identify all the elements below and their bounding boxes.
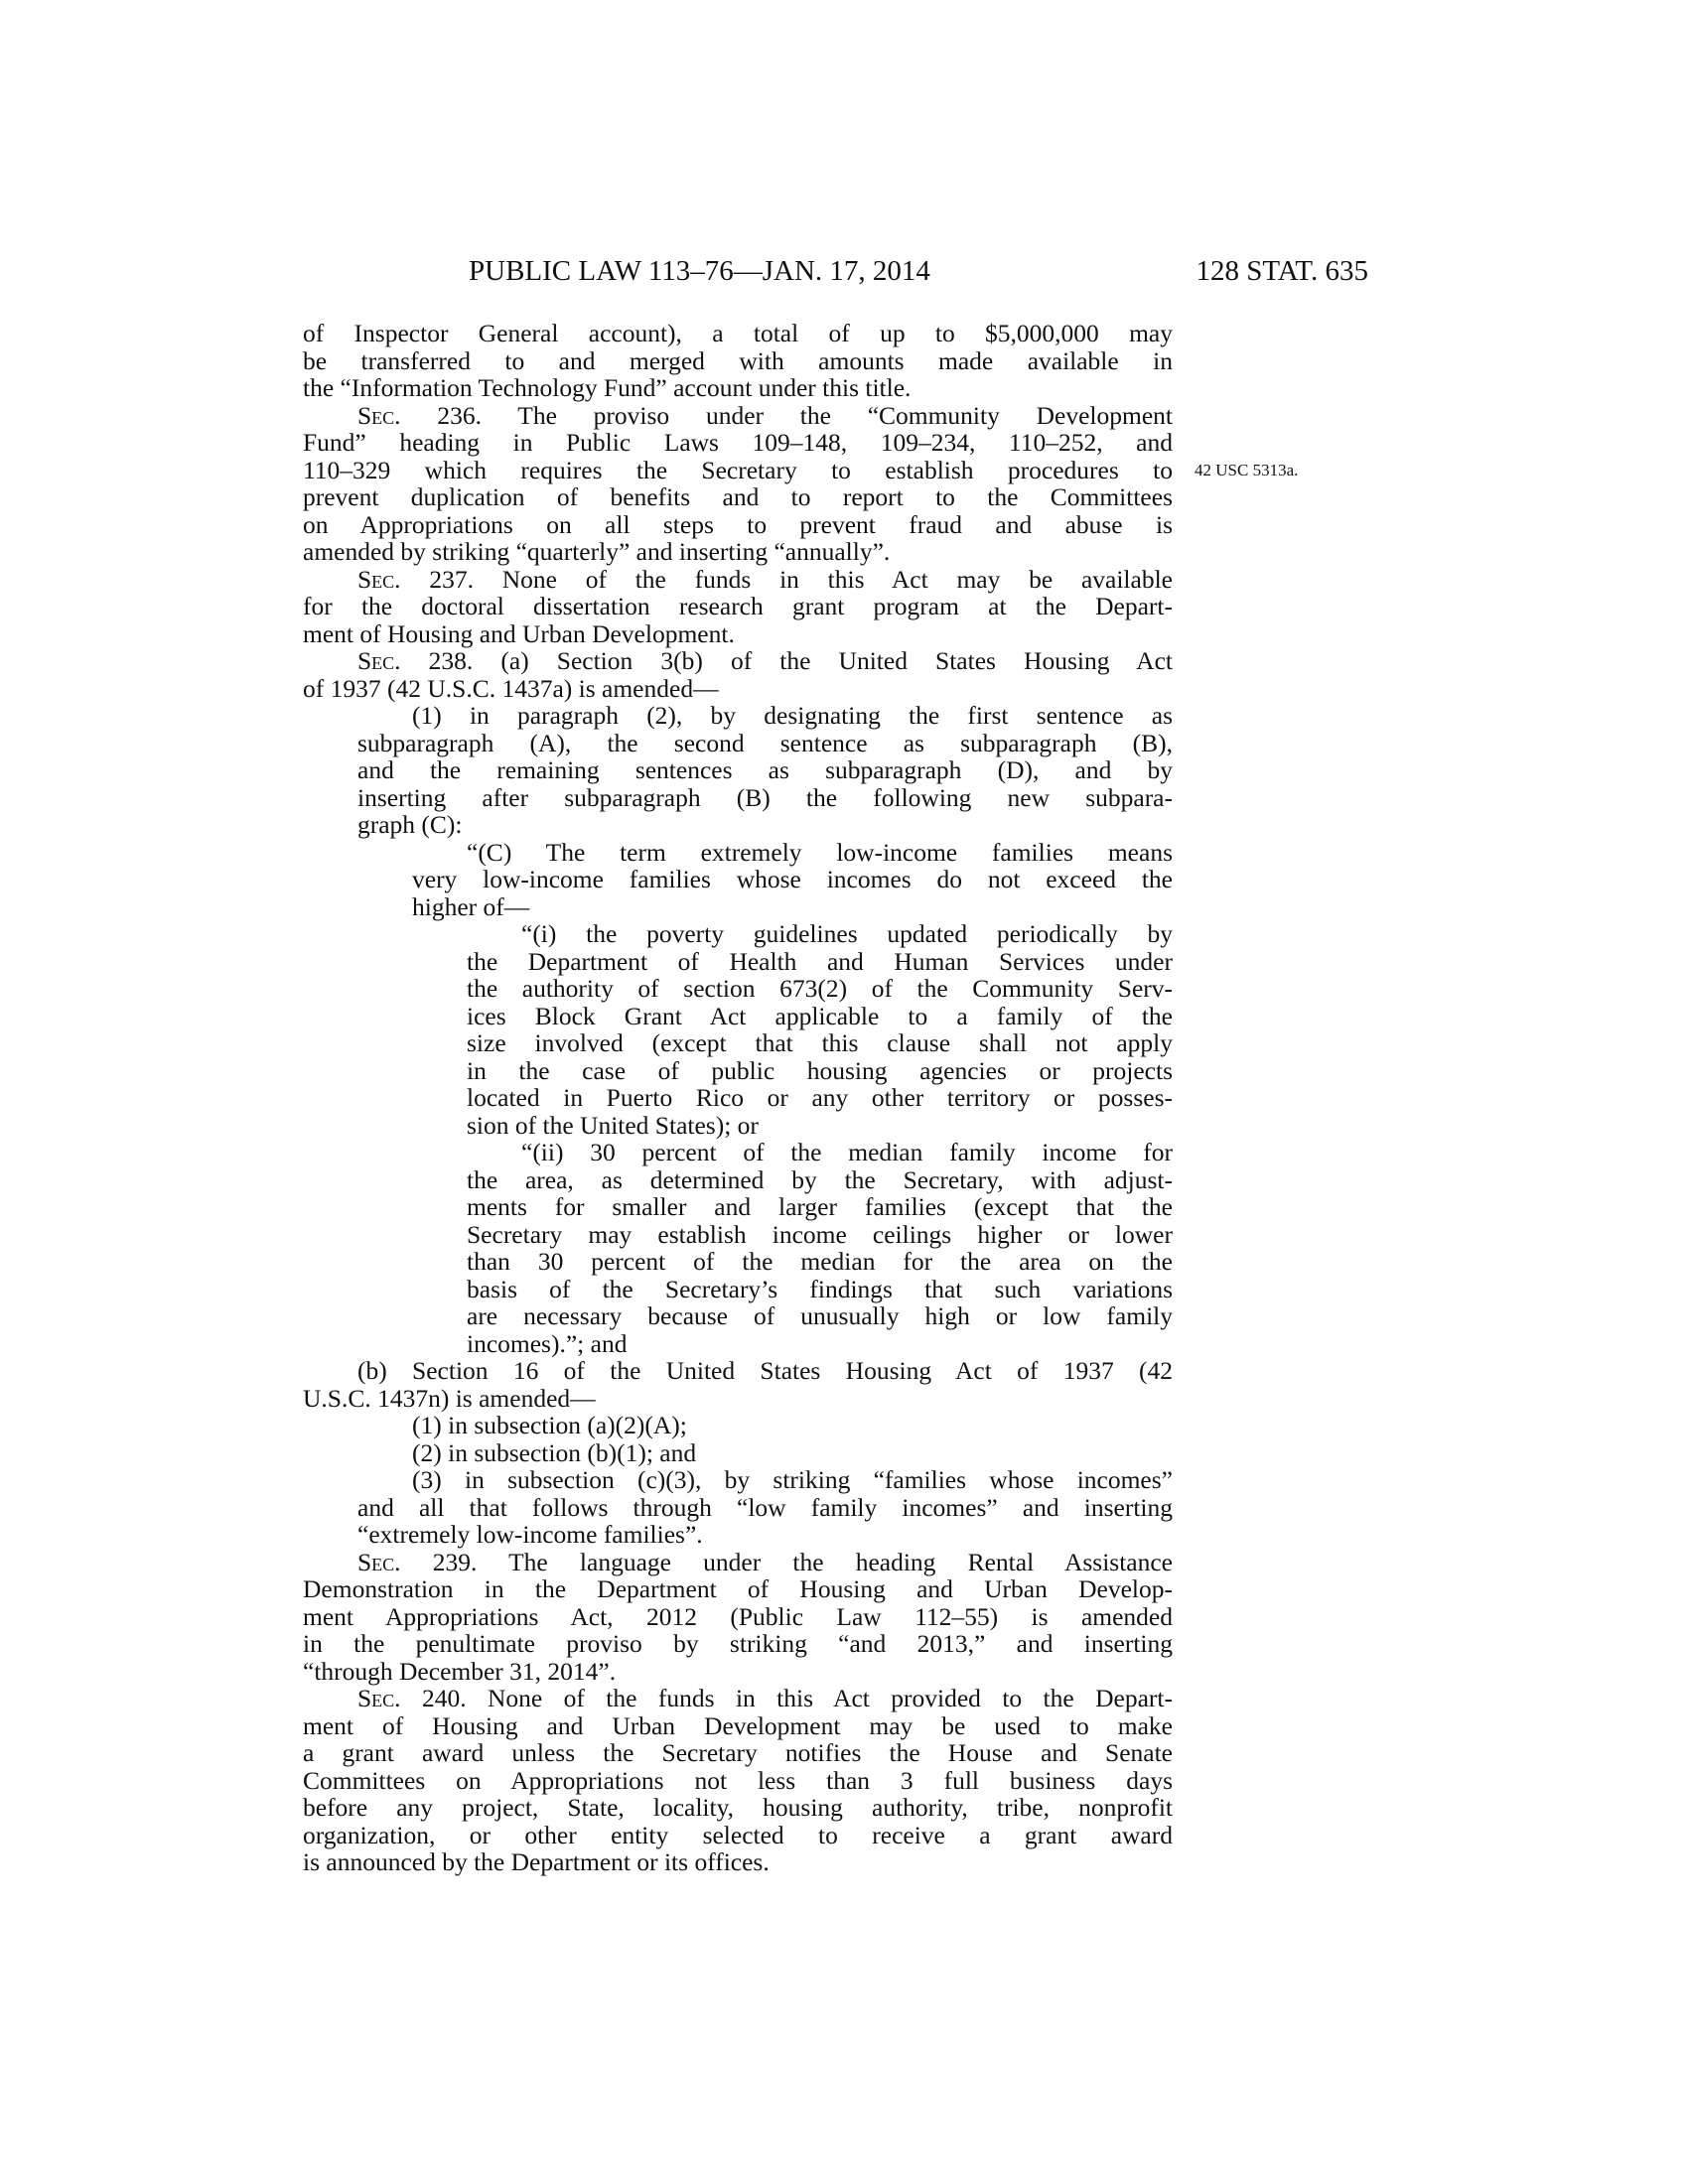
text-line	[467, 1003, 1173, 1030]
line-text: 236. The proviso under the “Community Development	[400, 400, 1173, 430]
line-text: “extremely low-income families”.	[357, 1520, 703, 1549]
line-text: “(ii) 30 percent of the median family income for	[521, 1138, 1173, 1166]
running-header-title: PUBLIC LAW 113–76—JAN. 17, 2014	[469, 255, 930, 287]
line-text: Fund” heading in Public Laws 109–148, 109–234, 110–252, and	[303, 428, 1173, 457]
text-line	[303, 511, 1173, 539]
text-line	[467, 1248, 1173, 1276]
text-line	[303, 374, 1173, 402]
margin-citation-note: 42 USC 5313a.	[1195, 460, 1299, 479]
line-text: incomes).”; and	[467, 1328, 628, 1358]
line-text: ment Appropriations Act, 2012 (Public Law 112–55) is amended	[303, 1601, 1173, 1631]
line-text: in the case of public housing agencies or projects	[467, 1055, 1173, 1085]
line-text: of Inspector General account), a total of up to $5,000,000 may	[303, 319, 1173, 347]
line-text: ment of Housing and Urban Development.	[303, 618, 735, 648]
text-line	[357, 402, 1173, 430]
text-line	[357, 647, 1173, 675]
line-text: located in Puerto Rico or any other territory or posses-	[467, 1083, 1173, 1112]
text-line	[412, 1439, 1173, 1467]
text-line	[357, 1685, 1173, 1712]
text-line	[357, 756, 1173, 784]
line-text: U.S.C. 1437n) is amended—	[303, 1383, 596, 1413]
line-text: basis of the Secretary’s findings that such variations	[467, 1274, 1173, 1303]
line-text: very low-income families whose incomes do not exceed the	[412, 865, 1173, 893]
line-text: (2) in subsection (b)(1); and	[412, 1437, 697, 1467]
line-text: is announced by the Department or its offices.	[303, 1847, 770, 1876]
line-text: (3) in subsection (c)(3), by striking “families whose incomes”	[412, 1465, 1173, 1494]
text-line	[357, 811, 1173, 839]
text-line	[521, 1139, 1173, 1166]
text-line	[303, 1385, 1173, 1413]
line-text: (1) in paragraph (2), by designating the first sentence as	[412, 701, 1173, 730]
text-line	[303, 347, 1173, 375]
text-line	[357, 1521, 1173, 1549]
text-line	[467, 975, 1173, 1003]
text-line	[521, 920, 1173, 948]
text-line	[467, 1221, 1173, 1249]
line-text: 110–329 which requires the Secretary to establish procedures to	[303, 455, 1173, 484]
text-line	[303, 1603, 1173, 1631]
line-text: 237. None of the funds in this Act may be available	[400, 564, 1173, 594]
text-line	[467, 1057, 1173, 1085]
line-text: prevent duplication of benefits and to report to the Committees	[303, 482, 1173, 511]
text-line	[303, 620, 1173, 648]
line-text: ment of Housing and Urban Development may be used to make	[303, 1710, 1173, 1740]
text-line	[303, 1767, 1173, 1795]
line-text: sion of the United States); or	[467, 1110, 759, 1140]
line-text: Demonstration in the Department of Housing and Urban Develop-	[303, 1574, 1173, 1603]
line-text: subparagraph (A), the second sentence as subparagraph (B),	[357, 728, 1173, 757]
text-line	[467, 1193, 1173, 1221]
section-label: Sec.	[357, 646, 401, 675]
section-label: Sec.	[357, 564, 401, 594]
text-line	[303, 320, 1173, 347]
line-text: Secretary may establish income ceilings higher or lower	[467, 1219, 1173, 1249]
line-text: of 1937 (42 U.S.C. 1437a) is amended—	[303, 673, 719, 703]
line-text: amended by striking “quarterly” and inserting “annually”.	[303, 537, 891, 566]
text-line	[357, 1549, 1173, 1576]
text-line	[467, 1276, 1173, 1303]
text-line	[303, 1575, 1173, 1603]
line-text: ments for smaller and larger families (except that the	[467, 1192, 1173, 1221]
line-text: (1) in subsection (a)(2)(A);	[412, 1411, 687, 1439]
line-text: 240. None of the funds in this Act provided to the Depart-	[400, 1684, 1173, 1712]
text-line	[467, 1084, 1173, 1112]
line-text: the Department of Health and Human Services under	[467, 946, 1173, 976]
line-text: graph (C):	[357, 810, 463, 839]
line-text: on Appropriations on all steps to prevent fraud and abuse is	[303, 509, 1173, 539]
line-text: Committees on Appropriations not less than 3 full business days	[303, 1765, 1173, 1795]
text-line	[357, 1357, 1173, 1385]
line-text: for the doctoral dissertation research grant program at the Depart-	[303, 592, 1173, 620]
line-text: higher of—	[412, 891, 530, 921]
line-text: and the remaining sentences as subparagraph (D), and by	[357, 755, 1173, 784]
text-line	[303, 593, 1173, 620]
page-number: 128 STAT. 635	[1196, 255, 1368, 287]
line-text: “(C) The term extremely low-income families means	[467, 837, 1173, 867]
line-text: 239. The language under the heading Rental Assistance	[400, 1547, 1173, 1576]
text-line	[303, 1822, 1173, 1849]
text-line	[303, 538, 1173, 566]
line-text: size involved (except that this clause shall not apply	[467, 1028, 1173, 1057]
text-line	[412, 702, 1173, 730]
text-line	[412, 1412, 1173, 1439]
line-text: the “Information Technology Fund” account under this title.	[303, 373, 912, 402]
text-line	[303, 675, 1173, 703]
text-line	[467, 948, 1173, 976]
text-line	[357, 730, 1173, 757]
text-line	[467, 1166, 1173, 1194]
section-label: Sec.	[357, 1547, 401, 1576]
text-line	[412, 866, 1173, 893]
line-text: the authority of section 673(2) of the Community Serv-	[467, 974, 1173, 1003]
line-text: (b) Section 16 of the United States Housing Act of 1937 (42	[357, 1356, 1173, 1385]
text-line	[467, 1330, 1173, 1358]
text-line	[412, 1466, 1173, 1494]
line-text: inserting after subparagraph (B) the following new subpara-	[357, 782, 1173, 812]
text-line	[412, 893, 1173, 921]
text-line	[303, 1658, 1173, 1686]
line-text: before any project, State, locality, housing authority, tribe, nonprofit	[303, 1793, 1173, 1822]
text-line	[467, 1029, 1173, 1057]
text-line	[357, 1494, 1173, 1522]
line-text: and all that follows through “low family incomes” and inserting	[357, 1492, 1173, 1522]
text-line	[303, 1712, 1173, 1740]
text-line	[303, 457, 1173, 484]
text-line	[303, 1739, 1173, 1767]
line-text: are necessary because of unusually high or low family	[467, 1301, 1173, 1330]
line-text: organization, or other entity selected to receive a grant award	[303, 1820, 1173, 1849]
line-text: the area, as determined by the Secretary, with adjust-	[467, 1164, 1173, 1194]
text-line	[303, 429, 1173, 457]
line-text: a grant award unless the Secretary notifies the House and Senate	[303, 1738, 1173, 1767]
text-line	[467, 839, 1173, 867]
text-line	[303, 1848, 1173, 1876]
text-line	[303, 1630, 1173, 1658]
text-line	[467, 1302, 1173, 1330]
line-text: be transferred to and merged with amounts made available in	[303, 345, 1173, 375]
text-line	[357, 784, 1173, 812]
text-line	[303, 1794, 1173, 1822]
line-text: in the penultimate proviso by striking “and 2013,” and inserting	[303, 1629, 1173, 1658]
line-text: “through December 31, 2014”.	[303, 1656, 617, 1686]
text-line	[303, 483, 1173, 511]
line-text: ices Block Grant Act applicable to a family of the	[467, 1001, 1173, 1030]
line-text: “(i) the poverty guidelines updated periodically by	[521, 919, 1173, 948]
text-line	[467, 1112, 1173, 1140]
text-line	[357, 566, 1173, 594]
line-text: 238. (a) Section 3(b) of the United States Housing Act	[400, 646, 1173, 675]
section-label: Sec.	[357, 1684, 401, 1712]
section-label: Sec.	[357, 400, 401, 430]
line-text: than 30 percent of the median for the area on the	[467, 1247, 1173, 1276]
